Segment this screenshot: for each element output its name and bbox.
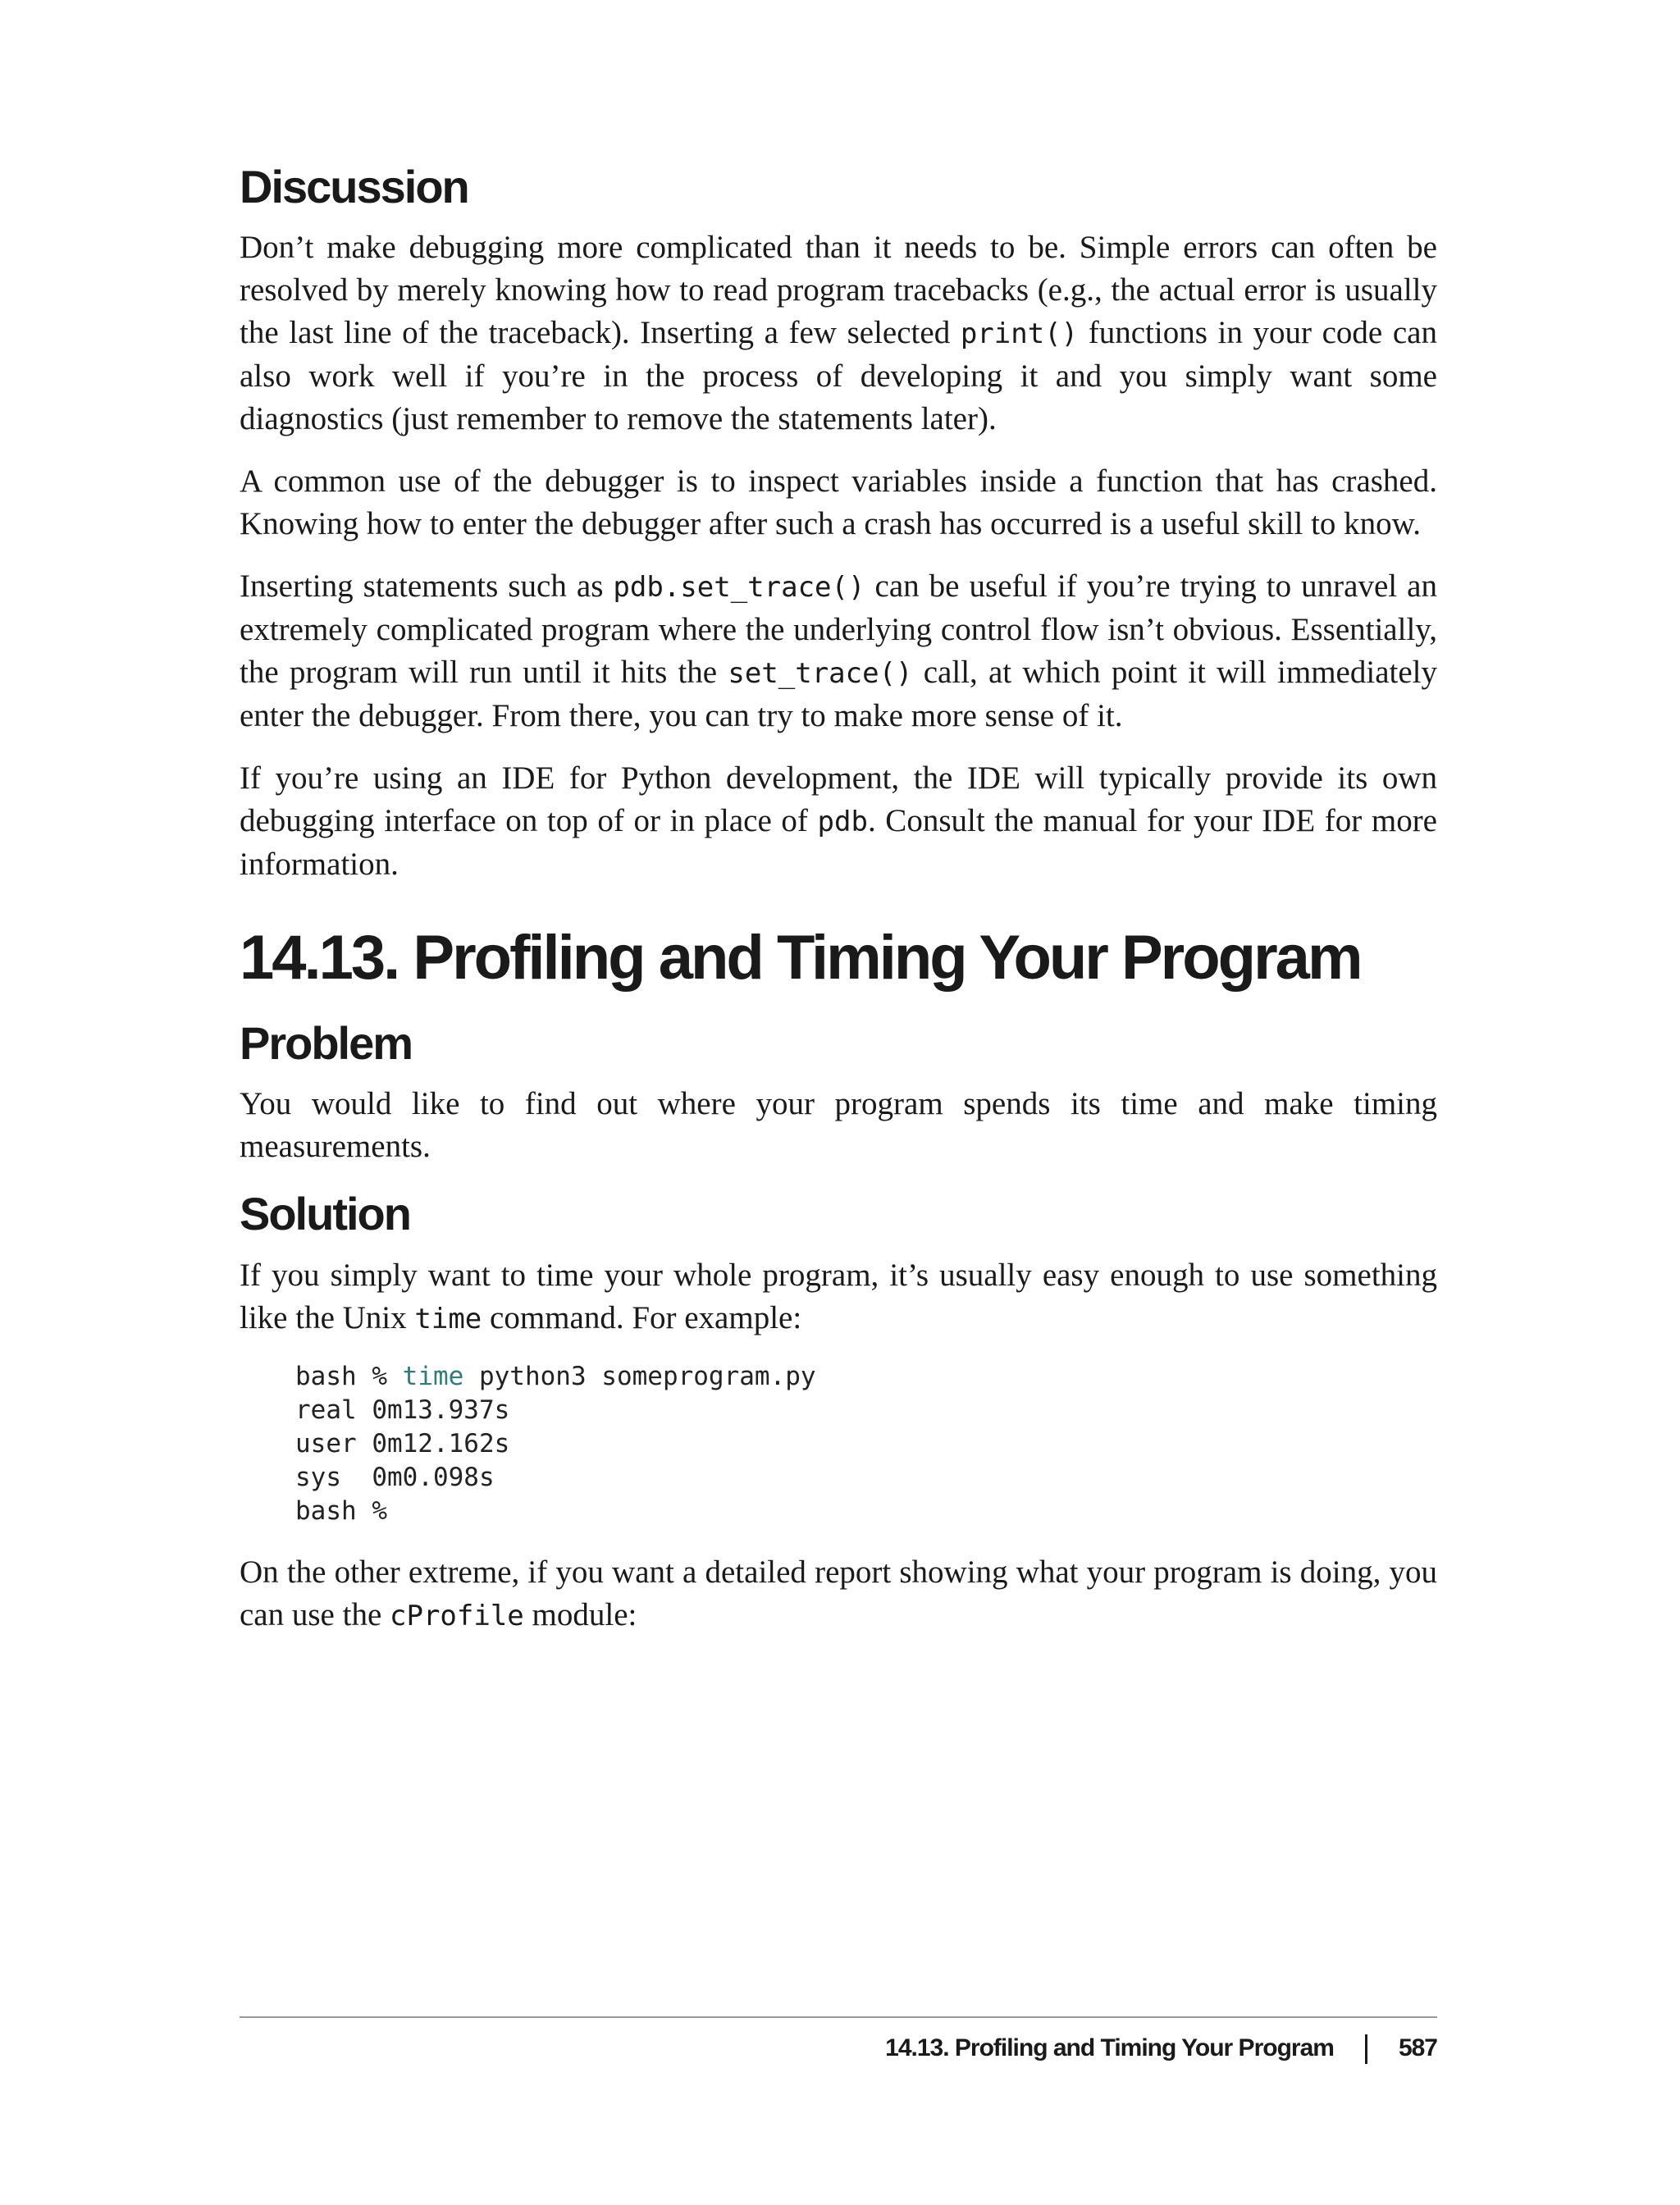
code-prompt: bash % [295,1361,403,1391]
text-span: Inserting statements such as [240,568,614,605]
solution-paragraph-1 [240,1254,1437,1340]
discussion-paragraph-1 [240,226,1437,441]
running-title: 14.13. Profiling and Timing Your Program [885,2034,1334,2061]
inline-code: pdb.set_trace() [613,571,865,605]
code-line: bash % [295,1495,387,1526]
chapter-title: 14.13. Profiling and Timing Your Program [240,923,1361,993]
code-line: real 0m13.937s [295,1395,510,1425]
discussion-paragraph-2: A common use of the debugger is to inspect variables inside a function that has crashed. Knowing how to enter the debugger after such a crash has occurred is a useful skill to know. [240,463,1437,542]
text-span: functions in your code can also work well if you’re in the process of developing it and you simply want some diagnostics (just remember to remove the statements later). [240,315,1437,437]
page-number: 587 [1398,2034,1437,2061]
inline-code: set_trace() [728,657,913,691]
inline-code: pdb [817,806,868,839]
solution-paragraph-2 [240,1551,1437,1637]
code-text: python3 someprogram.py [463,1361,816,1391]
text-span: call, at which point it will immediately enter the debugger. From there, you can try to make more sense of it. [240,655,1437,734]
code-line: user 0m12.162s [295,1428,510,1459]
problem-paragraph: You would like to find out where your program spends its time and make timing measurements. [240,1086,1437,1165]
footer-separator [1365,2034,1367,2064]
discussion-paragraph-3 [240,565,1437,737]
footer-line [240,2034,1437,2064]
discussion-heading: Discussion [240,161,468,212]
code-keyword: time [402,1361,464,1391]
problem-heading: Problem [240,1016,413,1069]
inline-code: time [414,1302,482,1335]
text-span: . Consult the manual for your IDE for more information. [240,803,1437,883]
code-block [295,1360,1437,1528]
text-span: On the other extreme, if you want a detailed report showing what your program is doing, you can use the [240,1554,1437,1632]
text-span: If you simply want to time your whole program, it’s usually easy enough to use something like the Unix [240,1257,1437,1335]
inline-code: cProfile [390,1599,524,1632]
page-footer [240,2016,1437,2064]
text-span: can be useful if you’re trying to unravel an extremely complicated program where the underlying control flow isn’t obvious. Essentially, the program will run until it hits the [240,568,1437,691]
page-body [240,161,1437,1657]
text-span: If you’re using an IDE for Python development, the IDE will typically provide its own debugging interface on top of or in place of [240,760,1437,839]
text-span: Don’t make debugging more complicated than it needs to be. Simple errors can often be resolved by merely knowing how to read program tracebacks (e.g., the actual error is usually the last line of the traceback). Inserting a few selected [240,230,1437,351]
footer-rule [240,2016,1437,2018]
solution-heading: Solution [240,1188,410,1240]
inline-code: print() [960,317,1079,351]
discussion-paragraph-4 [240,757,1437,886]
code-line: sys 0m0.098s [295,1462,495,1492]
text-span: module: [523,1596,637,1632]
text-span: command. For example: [482,1299,802,1335]
